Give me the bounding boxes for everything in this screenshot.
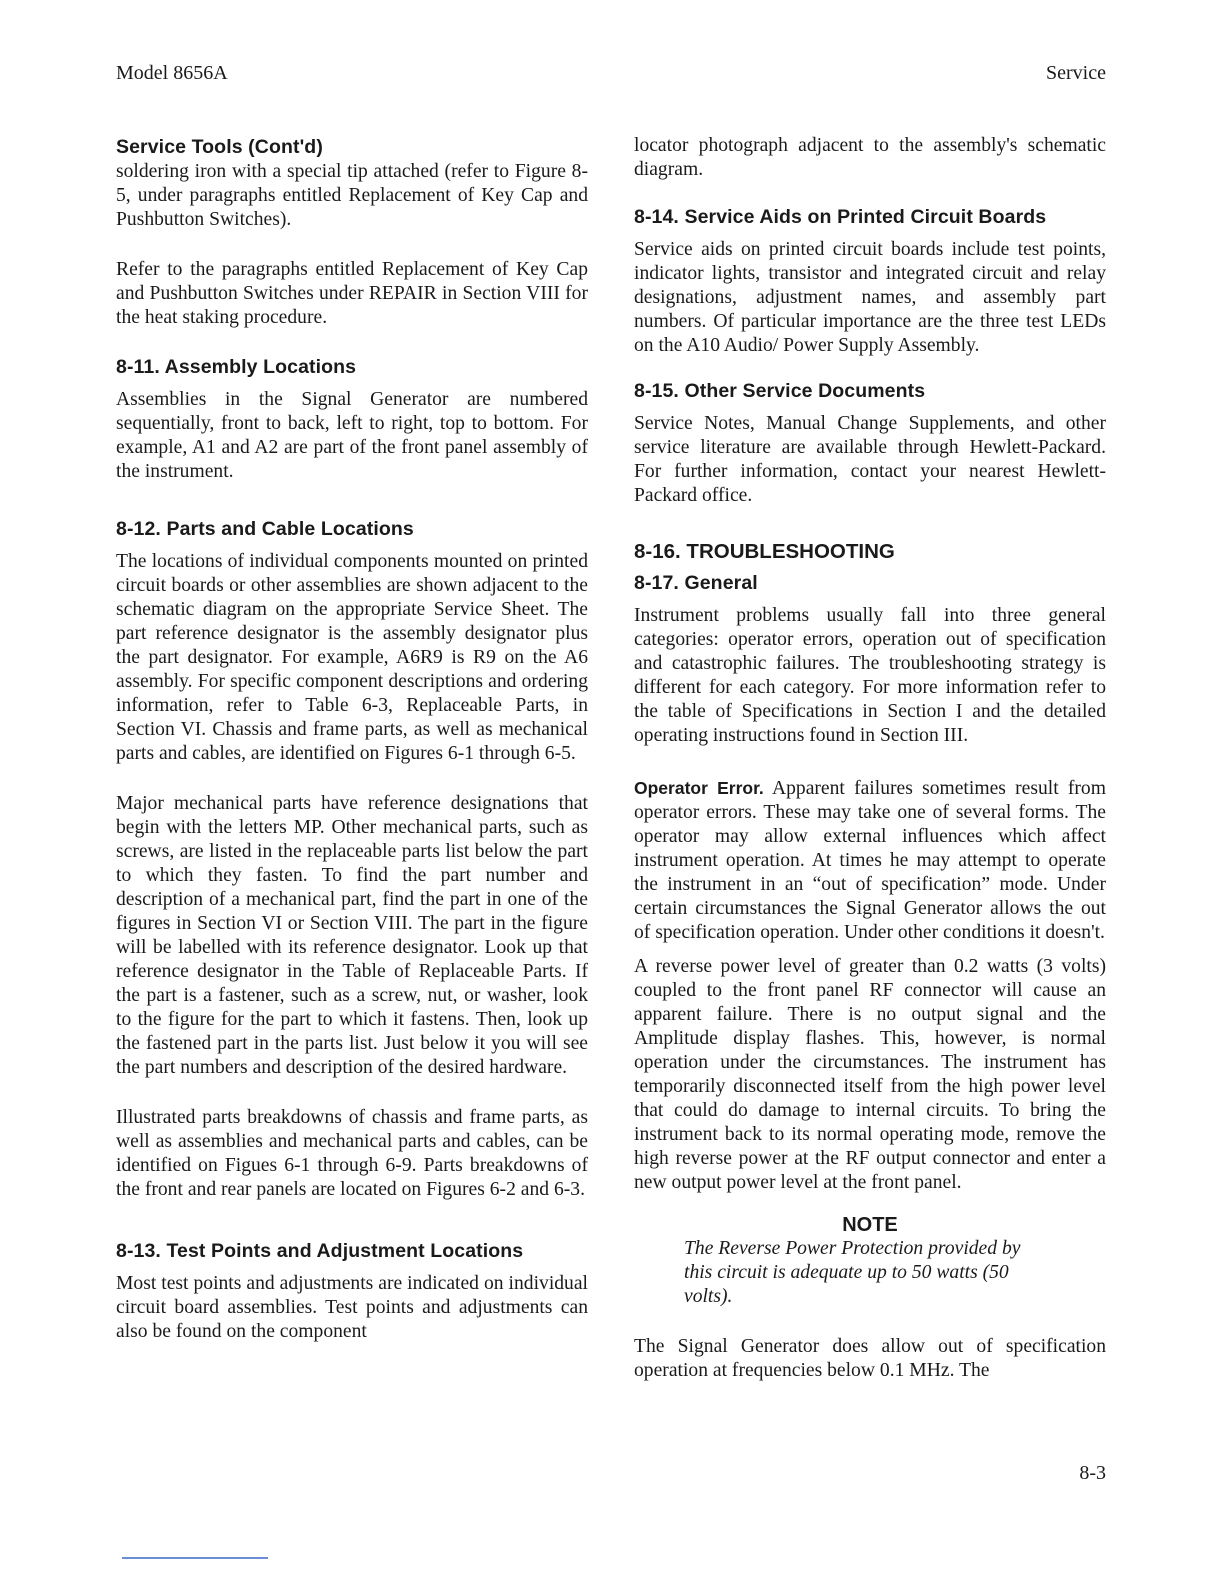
continued-paragraph: locator photograph adjacent to the assembly's schematic diagram.: [634, 135, 1106, 180]
right-column: [634, 134, 1106, 1409]
section-8-13-heading: 8-13. Test Points and Adjustment Locations: [116, 1240, 524, 1262]
service-tools-paragraph-2: Refer to the paragraphs entitled Replacement of Key Cap and Pushbutton Switches under REPAIR in Section VIII for the heat staking procedure.: [116, 259, 588, 328]
service-tools-paragraph-1: soldering iron with a special tip attached (refer to Figure 8-5, under paragraphs entitled Replacement of Key Cap and Pushbutton Switches).: [116, 161, 588, 230]
section-8-17-paragraph: Instrument problems usually fall into three general categories: operator errors, operation out of specification and catastrophic failures. The troubleshooting strategy is different for each category. For more information refer to the table of Specifications in Section I and the detailed operating instructions found in Section III.: [634, 605, 1106, 746]
page-number: 8-3: [1079, 1462, 1106, 1484]
left-column: [116, 134, 588, 1370]
section-8-15-heading: 8-15. Other Service Documents: [634, 380, 926, 402]
note-title: NOTE: [842, 1214, 898, 1236]
section-8-15-paragraph: Service Notes, Manual Change Supplements, and other service literature are available through Hewlett-Packard. For further information, contact your nearest Hewlett-Packard office.: [634, 413, 1106, 506]
footer-rule: [122, 1557, 268, 1559]
operator-error-text: Apparent failures sometimes result from operator errors. These may take one of several forms. The operator may allow external influences which affect instrument operation. At times he may attempt to operate the instrument in an “out of specification” mode. Under certain circumstances the Signal Generator allows the out of specification operation. Under other conditions it doesn't.: [634, 778, 1106, 943]
note-body: The Reverse Power Protection provided by this circuit is adequate up to 50 watts (50 volts).: [684, 1238, 1021, 1307]
section-8-14-paragraph: Service aids on printed circuit boards include test points, indicator lights, transistor and integrated circuit and relay designations, adjustment names, and assembly part numbers. Of particular importance are the three test LEDs on the A10 Audio/ Power Supply Assembly.: [634, 239, 1106, 356]
section-8-12-heading: 8-12. Parts and Cable Locations: [116, 518, 414, 540]
section-8-12-paragraph-1: The locations of individual components mounted on printed circuit boards or other assemblies are shown adjacent to the schematic diagram on the appropriate Service Sheet. The part reference designator is the assembly designator plus the part designator. For example, A6R9 is R9 on the A6 assembly. For specific component descriptions and ordering information, refer to Table 6-3, Replaceable Parts, in Section VI. Chassis and frame parts, as well as mechanical parts and cables, are identified on Figures 6-1 through 6-5.: [116, 551, 588, 764]
service-tools-heading: Service Tools (Cont'd): [116, 136, 323, 158]
section-8-14-heading: 8-14. Service Aids on Printed Circuit Boards: [634, 206, 1047, 228]
final-paragraph: The Signal Generator does allow out of specification operation at frequencies below 0.1 MHz. The: [634, 1336, 1106, 1381]
section-8-12-paragraph-2: Major mechanical parts have reference designations that begin with the letters MP. Other mechanical parts, such as screws, are listed in the replaceable parts list below the part to which they fasten. To find the part number and description of a mechanical part, find the part in one of the figures in Section VI or Section VIII. The part in the figure will be labelled with its reference designator. Look up that reference designator in the Table of Replaceable Parts. If the part is a fastener, such as a screw, nut, or washer, look to the figure for the part to which it fastens. Then, look up the fastened part in the parts list. Just below it you will see the part numbers and description of the desired hardware.: [116, 793, 588, 1078]
section-8-17-heading: 8-17. General: [634, 572, 758, 594]
operator-error-paragraph: [634, 776, 1106, 945]
section-8-11-paragraph: Assemblies in the Signal Generator are numbered sequentially, front to back, left to right, top to bottom. For example, A1 and A2 are part of the front panel assembly of the instrument.: [116, 389, 588, 482]
section-8-13-paragraph: Most test points and adjustments are indicated on individual circuit board assemblies. Test points and adjustments can also be found on the component: [116, 1273, 588, 1342]
reverse-power-paragraph: A reverse power level of greater than 0.2 watts (3 volts) coupled to the front panel RF connector will cause an apparent failure. There is no output signal and the Amplitude display flashes. This, however, is normal operation under the circumstances. The instrument has temporarily disconnected itself from the high power level that could do damage to internal circuits. To bring the instrument back to its normal operating mode, remove the high reverse power at the RF output connector and enter a new output power level at the front panel.: [634, 956, 1106, 1193]
running-header-model: Model 8656A: [116, 62, 228, 84]
section-8-11-heading: 8-11. Assembly Locations: [116, 356, 357, 378]
operator-error-label: Operator Error.: [634, 778, 764, 798]
section-8-16-heading: 8-16. TROUBLESHOOTING: [634, 540, 895, 563]
section-8-12-paragraph-3: Illustrated parts breakdowns of chassis and frame parts, as well as assemblies and mechanical parts and cables, can be identified on Figues 6-1 through 6-9. Parts breakdowns of the front and rear panels are located on Figures 6-2 and 6-3.: [116, 1107, 588, 1200]
running-header-section: Service: [1046, 62, 1106, 84]
